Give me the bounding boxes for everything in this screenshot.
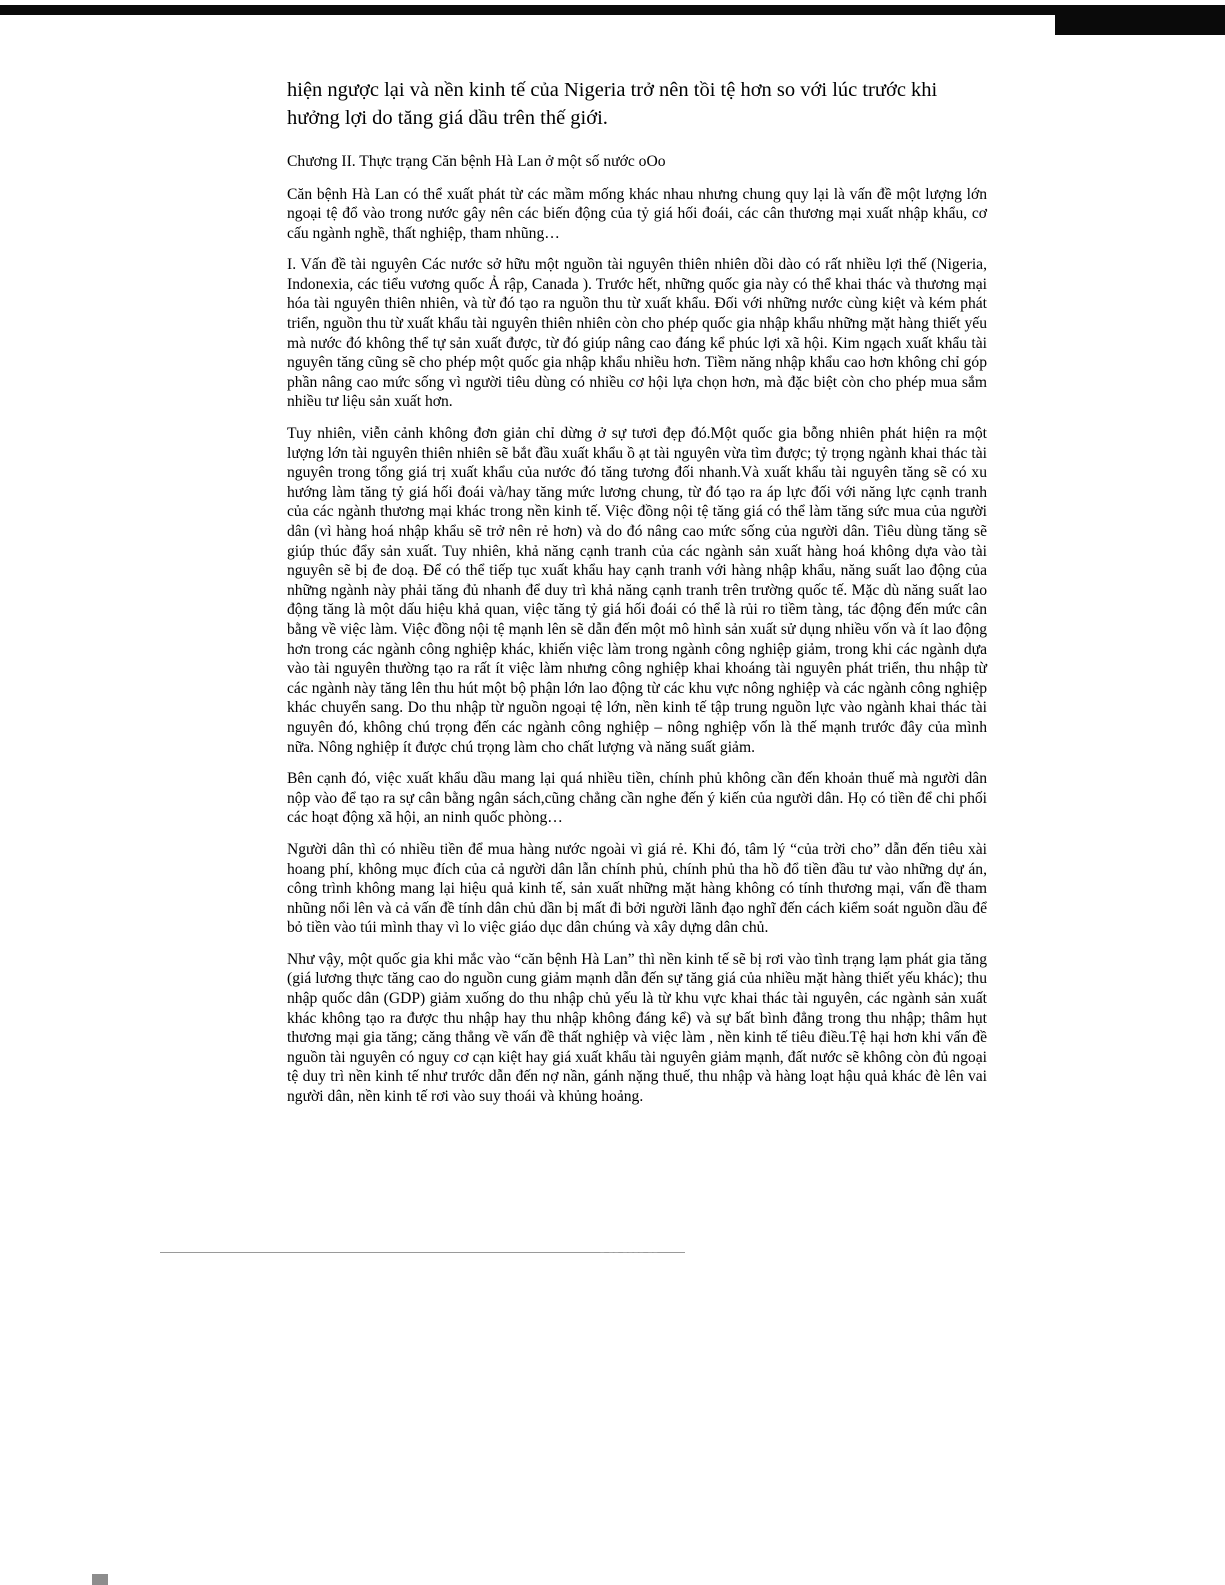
paragraph-public-spending: Người dân thì có nhiều tiền để mua hàng nước ngoài vì giá rẻ. Khi đó, tâm lý “của trời cho” dẫn đến tiêu xài hoang phí, không mục đích của cả người dân lẫn chính phủ, chính phủ tha hồ đổ tiền đầu tư vào những dự án, công trình không mang lại hiệu quả kinh tế, sản xuất những mặt hàng không có tính thương mại, vấn đề tham nhũng nổi lên và cả vấn đề tính dân chủ dần bị mất đi bởi người lãnh đạo nghĩ đến cách kiểm soát nguồn dầu để bỏ tiền vào túi mình thay vì lo việc giáo dục dân chúng và xây dựng dân chủ. — [287, 840, 987, 937]
scan-artifact-bottom-left-mark — [92, 1574, 108, 1585]
paragraph-conclusion: Như vậy, một quốc gia khi mắc vào “căn bệnh Hà Lan” thì nền kinh tế sẽ bị rơi vào tình trạng lạm phát gia tăng (giá lương thực tăng cao do nguồn cung giảm mạnh dẫn đến sự tăng giá của nhiều mặt hàng thiết yếu khác); thu nhập quốc dân (GDP) giảm xuống do thu nhập chủ yếu là từ khu vực khai thác tài nguyên, các ngành sản xuất khác không tạo ra được thu nhập hay thu nhập không đáng kể) và sự bất bình đẳng trong thu nhập; thâm hụt thương mại gia tăng; căng thẳng về vấn đề thất nghiệp và việc làm , nền kinh tế tiêu điều.Tệ hại hơn khi vấn đề nguồn tài nguyên có nguy cơ cạn kiệt hay giá xuất khẩu tài nguyên giảm mạnh, đất nước sẽ không còn đủ ngoại tệ duy trì nền kinh tế như trước dẫn đến nợ nần, gánh nặng thuế, thu nhập và hàng loạt hậu quả khác đè lên vai người dân, nền kinh tế rơi vào suy thoái và khủng hoảng. — [287, 950, 987, 1106]
footnote-separator-line — [160, 1248, 685, 1256]
paragraph-overview: Căn bệnh Hà Lan có thể xuất phát từ các mầm mống khác nhau nhưng chung quy lại là vấn đề một lượng lớn ngoại tệ đổ vào trong nước gây nên các biến động của tỷ giá hối đoái, các cân thương mại xuất nhập khẩu, cơ cấu ngành nghề, thất nghiệp, tham nhũng… — [287, 185, 987, 242]
document-content — [287, 76, 987, 1119]
paragraph-resource-issue: I. Vấn đề tài nguyên Các nước sở hữu một nguồn tài nguyên thiên nhiên dồi dào có rất nhiều lợi thế (Nigeria, Indonexia, các tiểu vương quốc Ả rập, Canada ). Trước hết, những quốc gia này có thể khai thác và thương mại hóa tài nguyên thiên nhiên, và từ đó tạo ra nguồn thu từ xuất khẩu. Đối với những nước cùng kiệt và kém phát triển, nguồn thu từ xuất khẩu tài nguyên thiên nhiên còn cho phép quốc gia nhập khẩu những mặt hàng thiết yếu mà nước đó không thể tự sản xuất được, từ đó giúp nâng cao đáng kể phúc lợi xã hội. Kim ngạch xuất khẩu tài nguyên tăng cũng sẽ cho phép một quốc gia nhập khẩu nhiều hơn. Tiềm năng nhập khẩu cao hơn không chỉ góp phần nâng cao mức sống vì người tiêu dùng có nhiều cơ hội lựa chọn hơn, mà đặc biệt còn cho phép mua sắm nhiều tư liệu sản xuất hơn. — [287, 256, 987, 411]
scan-artifact-top-right-block — [1055, 5, 1225, 35]
scan-artifact-top-bar — [0, 5, 1225, 15]
paragraph-exchange-rate-effects: Tuy nhiên, viễn cảnh không đơn giản chỉ dừng ở sự tươi đẹp đó.Một quốc gia bỗng nhiên phát hiện ra một lượng lớn tài nguyên thiên nhiên sẽ bắt đầu xuất khẩu ồ ạt tài nguyên vừa tìm được; tỷ trọng ngành khai thác tài nguyên trong tổng giá trị xuất khẩu của nước đó tăng tương đối nhanh.Và xuất khẩu tài nguyên tăng sẽ có xu hướng làm tăng tỷ giá hối đoái và/hay tăng mức lương chung, từ đó tạo ra áp lực đối với năng lực cạnh tranh của các ngành thương mại khác trong nền kinh tế. Việc đồng nội tệ tăng giá có thể làm tăng sức mua của người dân (vì hàng hoá nhập khẩu sẽ trở nên rẻ hơn) và do đó nâng cao mức sống của người dân. Tiêu dùng tăng sẽ giúp thúc đẩy sản xuất. Tuy nhiên, khả năng cạnh tranh của các ngành sản xuất hàng hoá không dựa vào tài nguyên sẽ bị đe doạ. Để có thể tiếp tục xuất khẩu hay cạnh tranh với hàng nhập khẩu, năng suất lao động của những ngành này phải tăng đủ nhanh để duy trì khả năng cạnh tranh trên trường quốc tế. Mặc dù năng suất lao động tăng là một dấu hiệu khả quan, việc tăng tỷ giá hối đoái có thể là rủi ro tiềm tàng, tác động đến mức cân bằng về việc làm. Việc đồng nội tệ mạnh lên sẽ dẫn đến một mô hình sản xuất sử dụng nhiều vốn và ít lao động hơn trong các ngành công nghiệp khác, khiến việc làm trong ngành công nghiệp giảm, trong khi các ngành dựa vào tài nguyên thường tạo ra rất ít việc làm nhưng công nghiệp khai khoáng tài nguyên phát triển, thu nhập từ các ngành này tăng lên thu hút một bộ phận lớn lao động từ các khu vực nông nghiệp và các ngành công nghiệp khác chuyển sang. Do thu nhập từ nguồn ngoại tệ lớn, nền kinh tế tập trung nguồn lực vào ngành khai thác tài nguyên đó, không chú trọng đến các ngành công nghiệp – nông nghiệp vốn là thế mạnh trước đây của mình nữa. Nông nghiệp ít được chú trọng làm cho chất lượng và năng suất giảm. — [287, 425, 987, 756]
separator-faint-marks: ‒ ‒‒ ‒‒‒‒ ‒‒ — [600, 1248, 659, 1256]
chapter-heading: Chương II. Thực trạng Căn bệnh Hà Lan ở một số nước oOo — [287, 153, 666, 170]
carryover-paragraph: hiện ngược lại và nền kinh tế của Nigeria trở nên tồi tệ hơn so với lúc trước khi hưởng lợi do tăng giá dầu trên thế giới. — [287, 79, 938, 129]
paragraph-oil-export-government: Bên cạnh đó, việc xuất khẩu dầu mang lại quá nhiều tiền, chính phủ không cần đến khoản thuế mà người dân nộp vào để tạo ra sự cân bằng ngân sách,cũng chẳng cần nghe đến ý kiến của người dân. Họ có tiền để chi phối các hoạt động xã hội, an ninh quốc phòng… — [287, 770, 987, 827]
